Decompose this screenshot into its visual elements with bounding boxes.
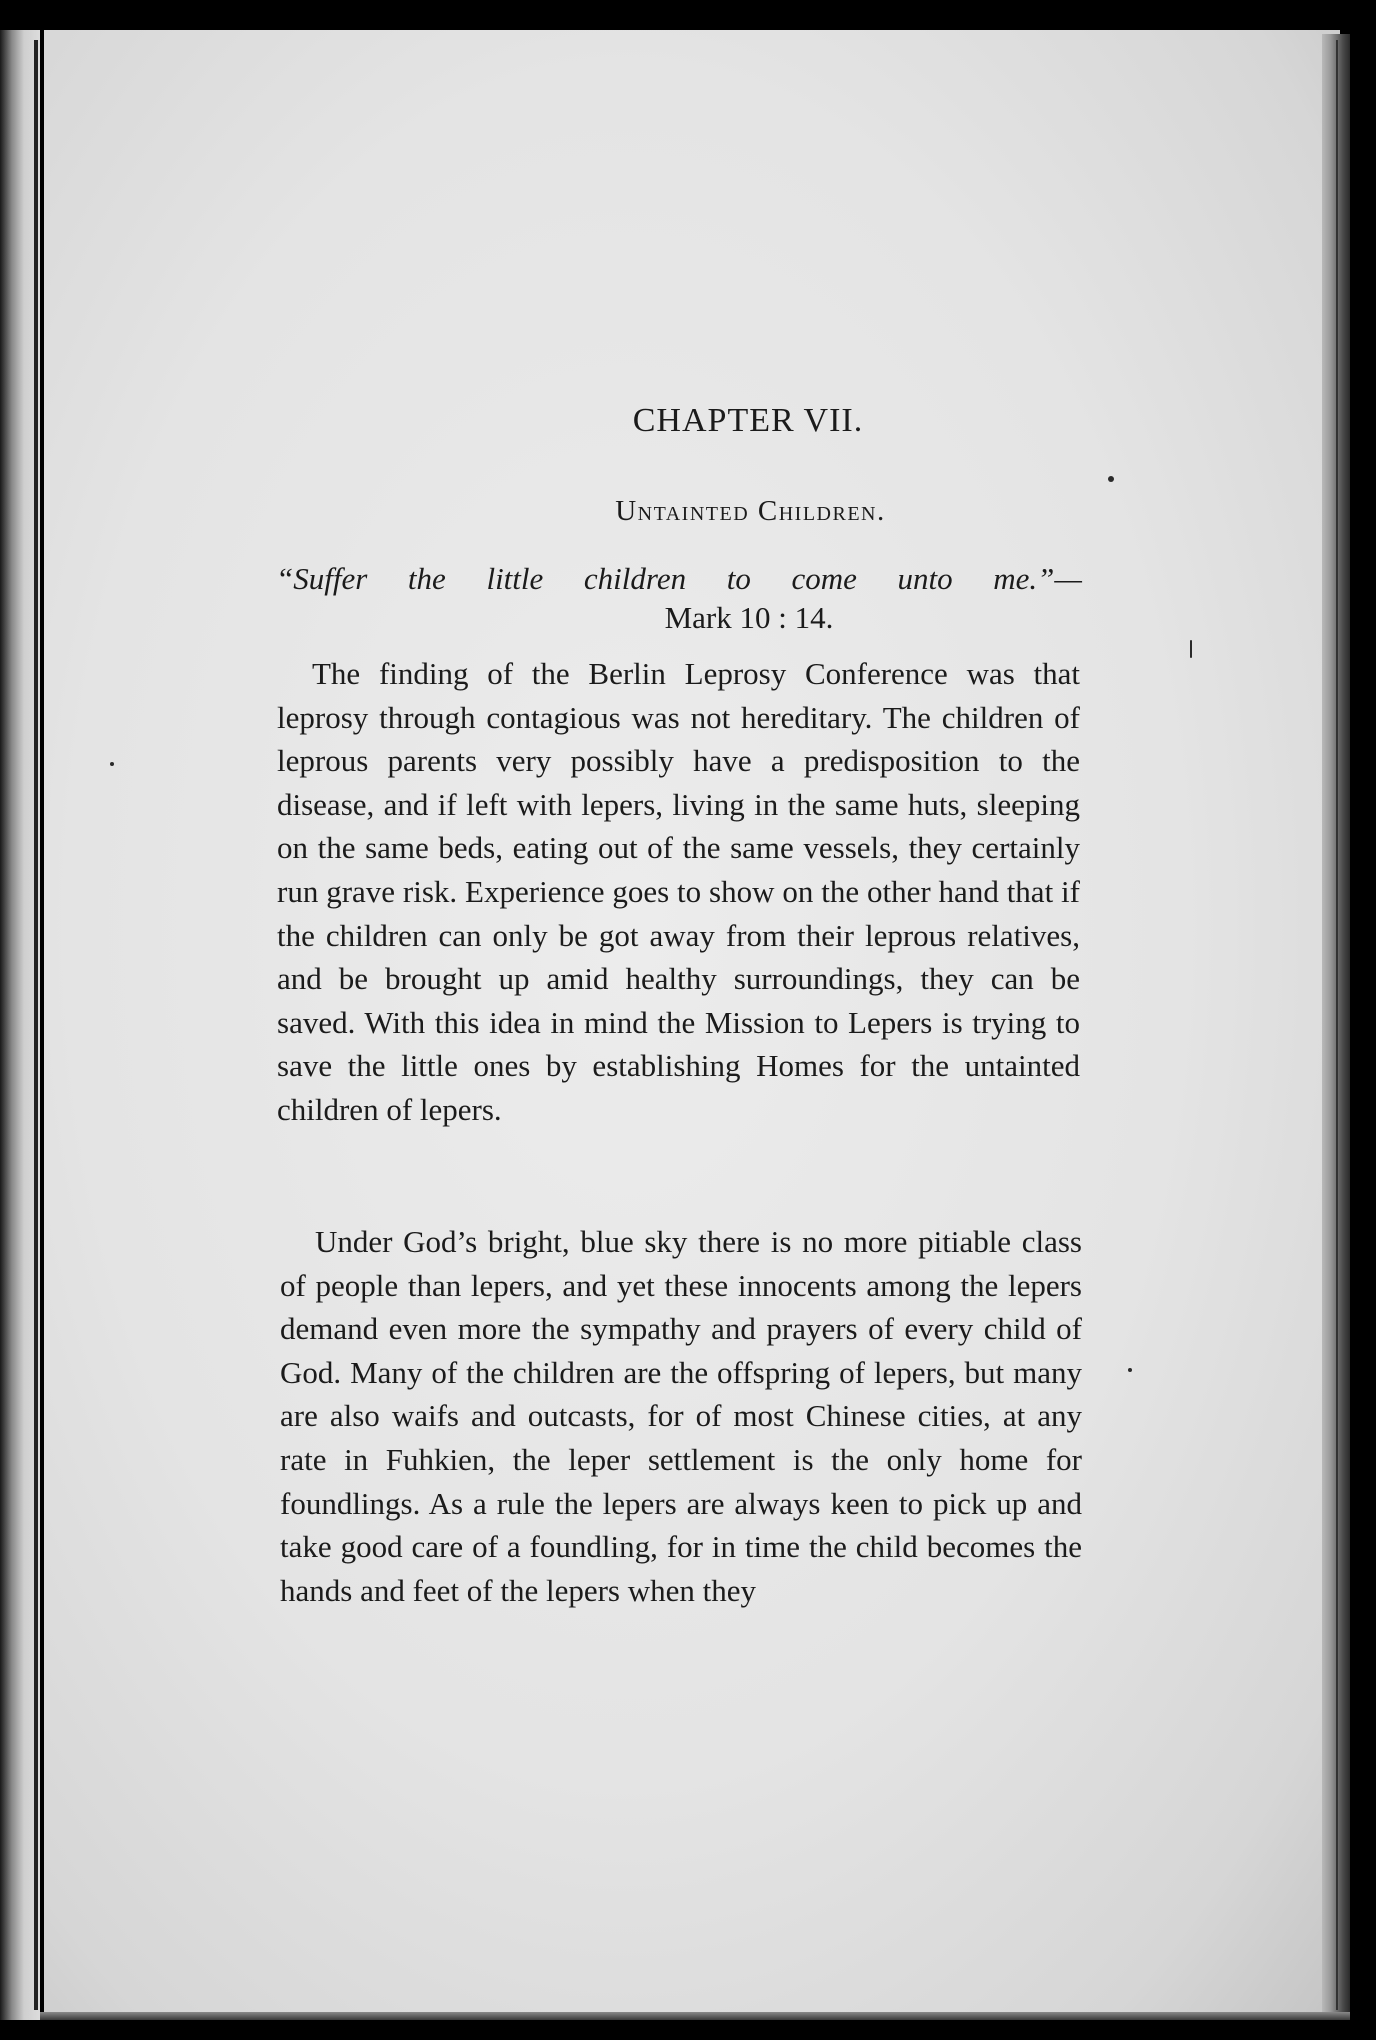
- paper-speck: [110, 762, 114, 766]
- binding-shadow: [34, 40, 38, 2010]
- paper-speck: [1128, 1368, 1132, 1372]
- right-edge-line: [1336, 40, 1338, 2010]
- epigraph-reference: Mark 10 : 14.: [664, 600, 834, 635]
- epigraph-quote: “Suffer the little children to come unto me.”—: [276, 561, 1082, 596]
- chapter-title: Untainted Children.: [615, 495, 886, 527]
- paper-speck: [1190, 640, 1192, 658]
- paper-speck: [1108, 476, 1114, 482]
- body-paragraph: [277, 652, 1080, 1132]
- chapter-heading: CHAPTER VII.: [632, 402, 864, 439]
- body-paragraph: [280, 1220, 1082, 1612]
- paragraph-text: Under God’s bright, blue sky there is no more pitiable class of people than lepers, and yet these innocents among the lepers demand even more the sympathy and prayers of every child of God. Many of the children are the offspring of lepers, but many are also waifs and outcasts, for of most Chinese cities, at any rate in Fuhkien, the leper settlement is the only home for foundlings. As a rule the lepers are always keen to pick up and take good care of a foundling, for in time the child becomes the hands and feet of the lepers when they: [280, 1224, 1082, 1608]
- bottom-page-edge: [40, 2012, 1350, 2020]
- paragraph-text: The finding of the Berlin Leprosy Conference was that leprosy through contagious was not hereditary. The children of leprous parents very possibly have a predisposition to the disease, and if left with lepers, living in the same huts, sleeping on the same beds, eating out of the same vessels, they certainly run grave risk. Experience goes to show on the other hand that if the children can only be got away from their leprous relatives, and be brought up amid healthy surroundings, they can be saved. With this idea in mind the Mission to Lepers is trying to save the little ones by establishing Homes for the untainted children of lepers.: [277, 656, 1080, 1127]
